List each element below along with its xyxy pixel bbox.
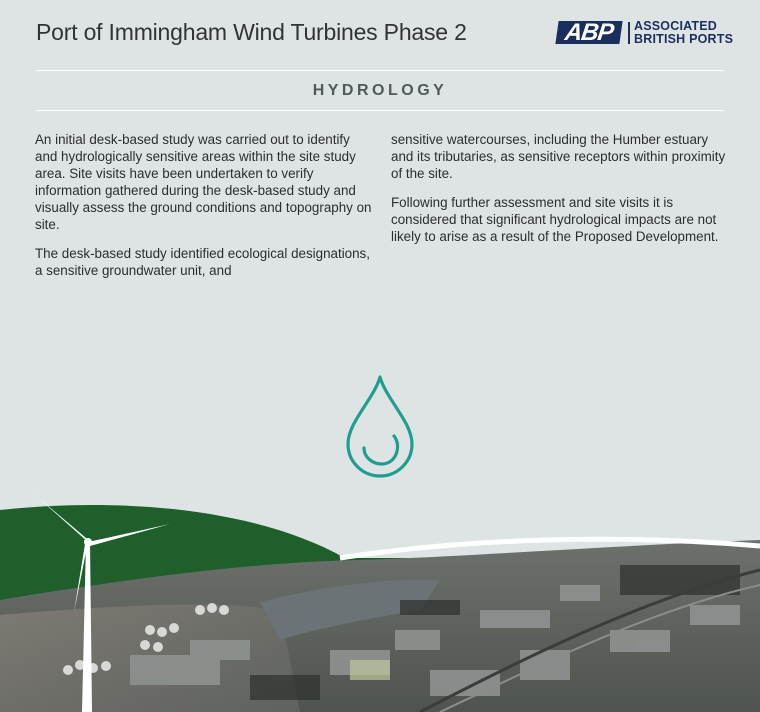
heading-divider <box>36 110 724 111</box>
logo-divider <box>628 22 630 44</box>
logo-text <box>634 20 733 45</box>
logo-line-1: ASSOCIATED <box>634 19 718 33</box>
right-column <box>391 131 731 257</box>
logo-mark: ABP <box>555 21 622 44</box>
water-drop-icon <box>344 374 416 478</box>
top-divider <box>36 70 724 71</box>
logo-line-2: BRITISH PORTS <box>634 31 734 46</box>
left-column <box>35 131 373 291</box>
paragraph: An initial desk-based study was carried out to identify and hydrologically sensitive areas within the site study area. Site visits have been undertaken to verify information gathered during the desk-based study and visually assess the ground conditions and topography on site. <box>35 132 372 232</box>
port-aerial-illustration <box>0 490 760 712</box>
paragraph: The desk-based study identified ecological designations, a sensitive groundwater unit, and <box>35 246 370 278</box>
abp-logo <box>557 20 737 46</box>
paragraph: Following further assessment and site visits it is considered that significant hydrological impacts are not likely to arise as a result of the Proposed Development. <box>391 195 719 244</box>
page-title: Port of Immingham Wind Turbines Phase 2 <box>36 19 467 45</box>
paragraph: sensitive watercourses, including the Humber estuary and its tributaries, as sensitive receptors within proximity of the site. <box>391 132 726 181</box>
section-heading: HYDROLOGY <box>312 82 448 99</box>
